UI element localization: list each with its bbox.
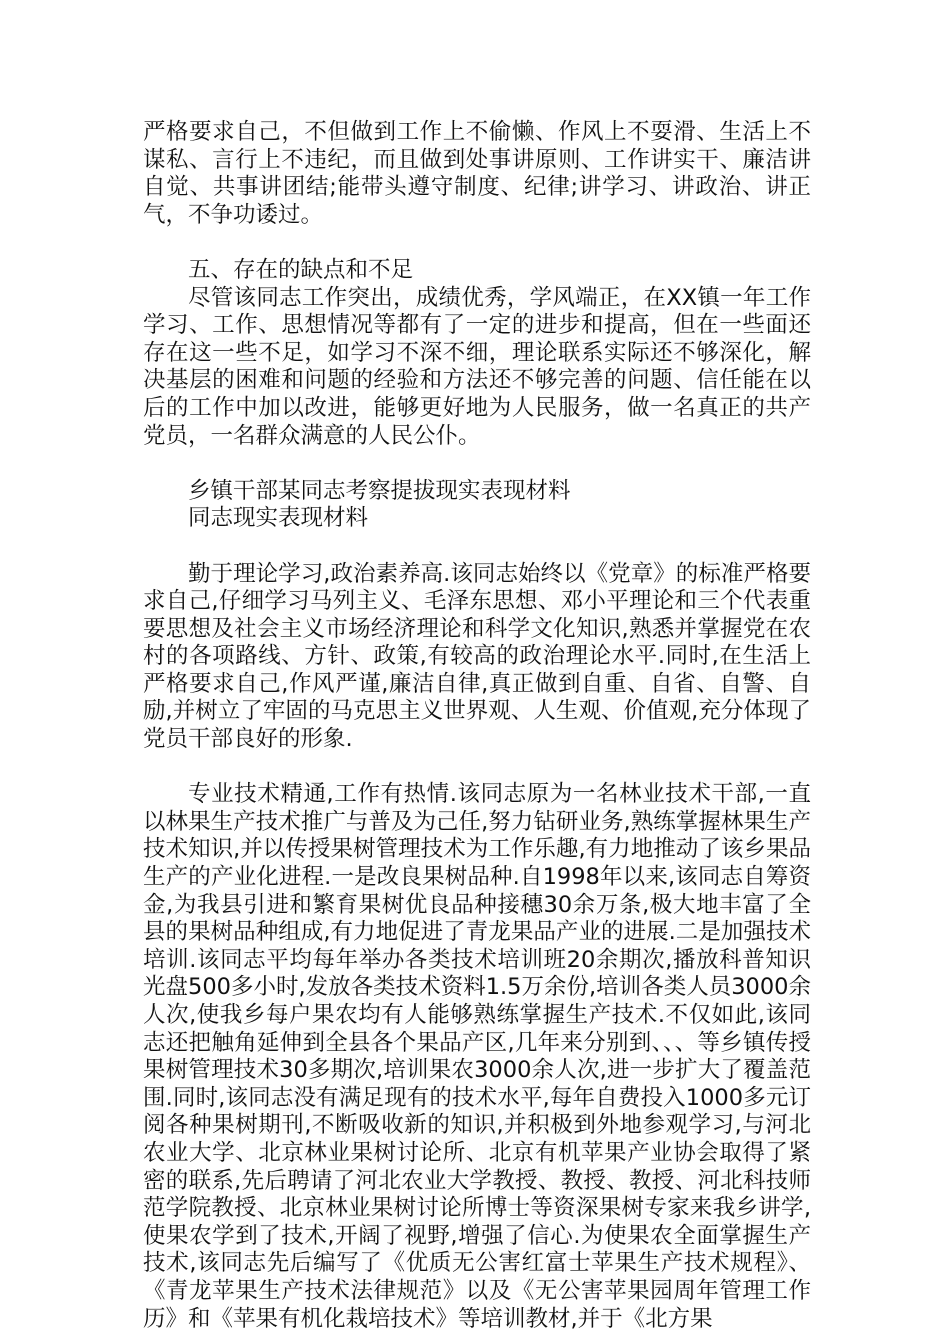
- section-heading-shortcomings: 五、存在的缺点和不足: [188, 256, 414, 283]
- paragraph-theory-study: 勤于理论学习,政治素养高.该同志始终以《党章》的标准严格要求自己,仔细学习马列主义、毛泽东思想、邓小平理论和三个代表重要思想及社会主义市场经济理论和科学文化知识,熟悉并掌握党在农村的各项路线、方针、政策,有较高的政治理论水平.同时,在生活上严格要求自己,作风严谨,廉洁自律,真正做到自重、自省、自警、自励,并树立了牢固的马克思主义世界观、人生观、价值观,充分体现了党员干部良好的形象.: [143, 560, 811, 753]
- paragraph-self-discipline: 严格要求自己，不但做到工作上不偷懒、作风上不耍滑、生活上不谋私、言行上不违纪，而且做到处事讲原则、工作讲实干、廉洁讲自觉、共事讲团结;能带头遵守制度、纪律;讲学习、讲政治、讲正气，不争功诿过。: [143, 119, 811, 228]
- document-body: [143, 119, 811, 1333]
- paragraph-shortcomings: 尽管该同志工作突出，成绩优秀，学风端正，在XX镇一年工作学习、工作、思想情况等都有了一定的进步和提高，但在一些面还存在这一些不足，如学习不深不细，理论联系实际还不够深化，解决基层的困难和问题的经验和方法还不够完善的问题、信任能在以后的工作中加以改进，能够更好地为人民服务，做一名真正的共产党员，一名群众满意的人民公仆。: [143, 284, 811, 449]
- document-subtitle: 同志现实表现材料: [188, 505, 369, 532]
- document-title: 乡镇干部某同志考察提拔现实表现材料: [188, 477, 571, 504]
- paragraph-technical-expertise: 专业技术精通,工作有热情.该同志原为一名林业技术干部,一直以林果生产技术推广与普及为己任,努力钻研业务,熟练掌握林果生产技术知识,并以传授果树管理技术为工作乐趣,有力地推动了该乡果品生产的产业化进程.一是改良果树品种.自1998年以来,该同志自筹资金,为我县引进和繁育果树优良品种接穗30余万条,极大地丰富了全县的果树品种组成,有力地促进了青龙果品产业的进展.二是加强技术培训.该同志平均每年举办各类技术培训班20余期次,播放科普知识光盘500多小时,发放各类技术资料1.5万余份,培训各类人员3000余人次,使我乡每户果农均有人能够熟练掌握生产技术.不仅如此,该同志还把触角延伸到全县各个果品产区,几年来分别到、、、等乡镇传授果树管理技术30多期次,培训果农3000余人次,进一步扩大了覆盖范围.同时,该同志没有满足现有的技术水平,每年自费投入1000多元订阅各种果树期刊,不断吸收新的知识,并积极到外地参观学习,与河北农业大学、北京林业果树讨论所、北京有机苹果产业协会取得了紧密的联系,先后聘请了河北农业大学教授、教授、教授、河北科技师范学院教授、北京林业果树讨论所博士等资深果树专家来我乡讲学,使果农学到了技术,开阔了视野,增强了信心.为使果农全面掌握生产技术,该同志先后编写了《优质无公害红富士苹果生产技术规程》、《青龙苹果生产技术法律规范》以及《无公害苹果园周年管理工作历》和《苹果有机化栽培技术》等培训教材,并于《北方果: [143, 781, 811, 1332]
